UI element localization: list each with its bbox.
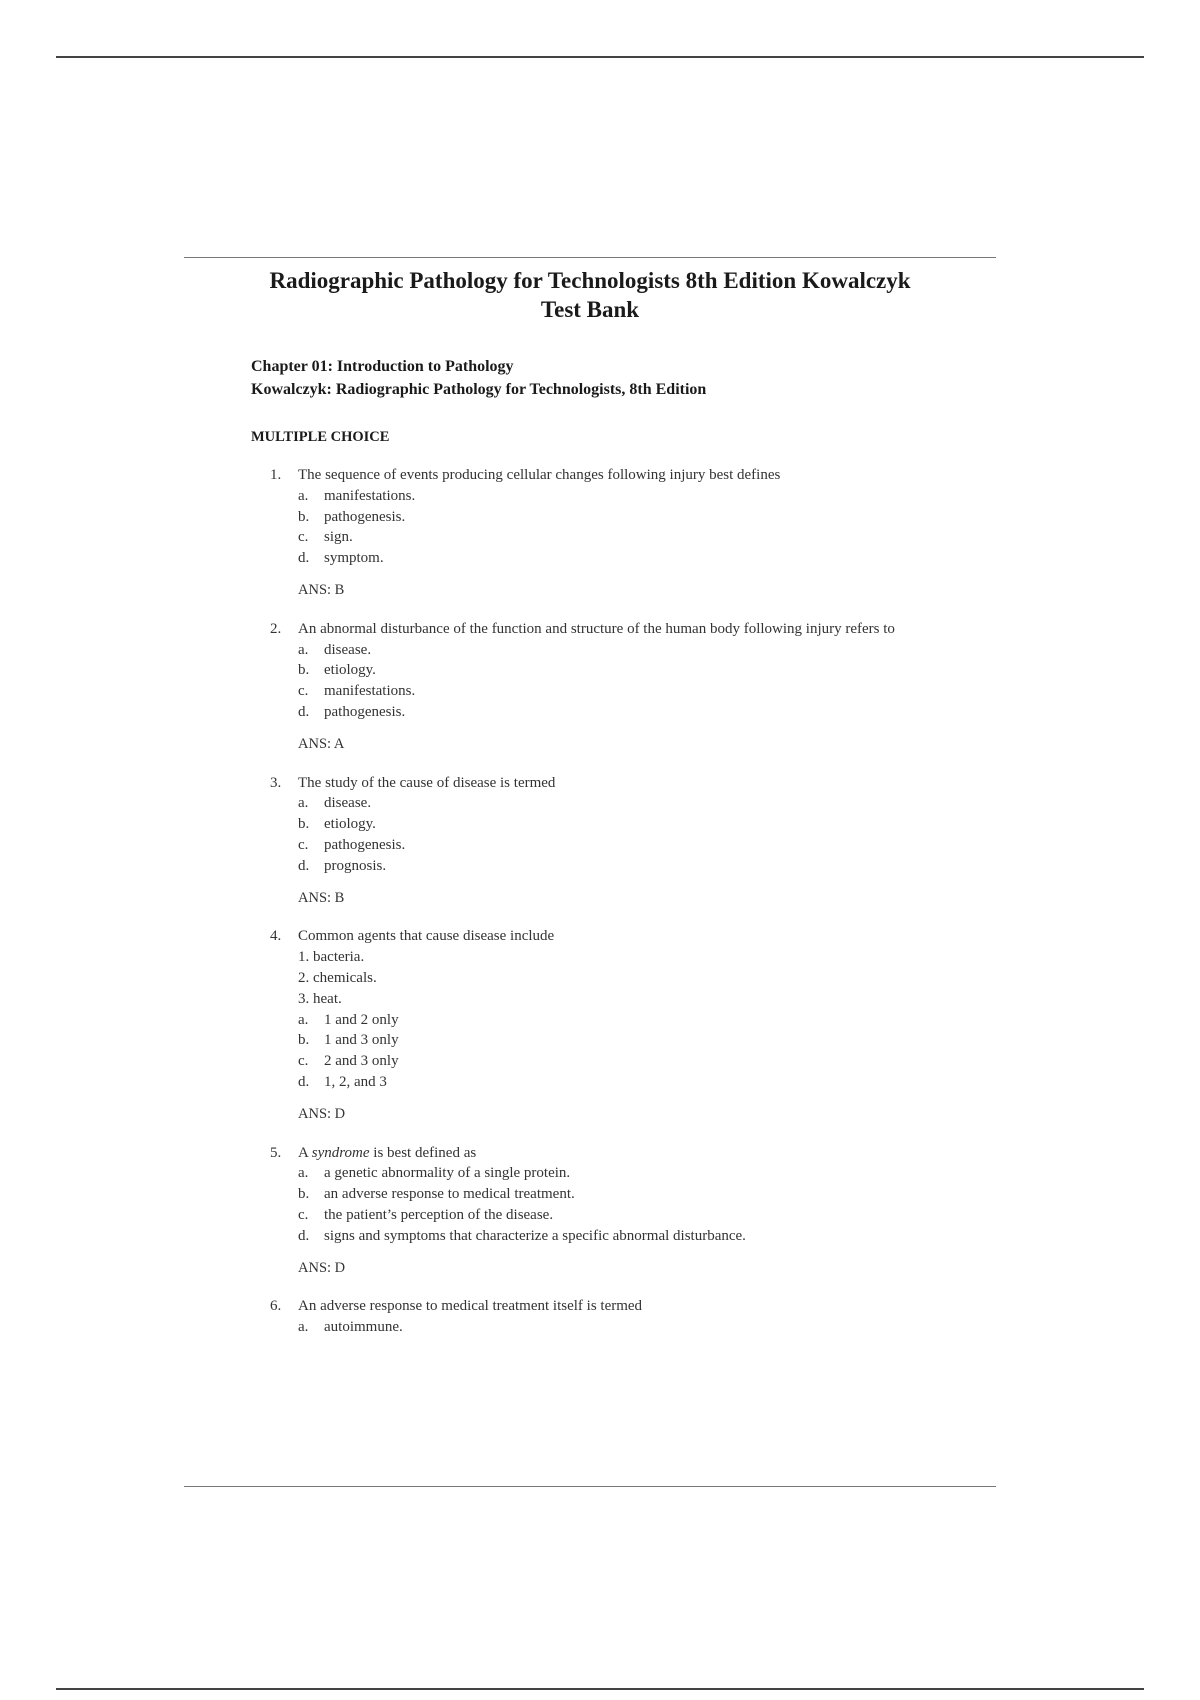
option-a: a. autoimmune. bbox=[298, 1319, 403, 1336]
option-a: a. disease. bbox=[298, 641, 372, 658]
question-stem bbox=[270, 926, 970, 947]
question-number: 1. bbox=[270, 467, 282, 483]
question-text: An adverse response to medical treatment itself is termed bbox=[298, 1298, 643, 1315]
question-stem bbox=[270, 619, 970, 640]
option-c: c. 2 and 3 only bbox=[298, 1053, 399, 1070]
question-2 bbox=[270, 619, 970, 755]
question-text: An abnormal disturbance of the function and structure of the human body following injury refers to bbox=[298, 620, 895, 637]
question-6 bbox=[270, 1296, 970, 1338]
book-reference: Kowalczyk: Radiographic Pathology for Technologists, 8th Edition bbox=[251, 381, 707, 398]
answer-key: ANS: B bbox=[298, 889, 345, 906]
option-d: d. 1, 2, and 3 bbox=[298, 1073, 387, 1090]
title-line-1: Radiographic Pathology for Technologists 8th Edition Kowalczyk bbox=[269, 268, 911, 293]
question-number: 6. bbox=[270, 1298, 282, 1315]
question-number: 2. bbox=[270, 620, 282, 637]
option-b: b. an adverse response to medical treatment. bbox=[298, 1186, 575, 1203]
question-list bbox=[270, 465, 970, 1356]
option-c: c. the patient’s perception of the disease. bbox=[298, 1206, 554, 1223]
option-a: a. 1 and 2 only bbox=[298, 1011, 399, 1028]
question-stem bbox=[270, 1143, 970, 1164]
title-line-2: Test Bank bbox=[540, 297, 640, 322]
option-b: b. pathogenesis. bbox=[298, 508, 406, 525]
option-c: c. pathogenesis. bbox=[298, 836, 406, 853]
question-number: 4. bbox=[270, 928, 282, 945]
option-d: d. pathogenesis. bbox=[298, 703, 406, 720]
question-5 bbox=[270, 1143, 970, 1279]
bottom-border-line bbox=[56, 1688, 1144, 1690]
chapter-title: Chapter 01: Introduction to Pathology bbox=[251, 358, 514, 375]
question-4 bbox=[270, 926, 970, 1124]
question-3 bbox=[270, 773, 970, 909]
answer-key: ANS: B bbox=[298, 581, 345, 598]
numbered-item: 3. heat. bbox=[298, 990, 342, 1007]
option-c: c. sign. bbox=[298, 529, 353, 546]
section-heading: MULTIPLE CHOICE bbox=[251, 429, 390, 445]
top-border-line bbox=[56, 56, 1144, 58]
page-bottom-rule bbox=[184, 1486, 996, 1487]
question-text: The sequence of events producing cellular changes following injury best defines bbox=[298, 467, 781, 483]
option-d: d. prognosis. bbox=[298, 857, 387, 874]
question-stem bbox=[270, 1296, 970, 1317]
option-a: a. manifestations. bbox=[298, 487, 416, 504]
question-text: The study of the cause of disease is termed bbox=[298, 774, 556, 791]
option-d: d. symptom. bbox=[298, 550, 384, 567]
document-title bbox=[184, 266, 996, 324]
option-b: b. 1 and 3 only bbox=[298, 1032, 399, 1049]
option-a: a. disease. bbox=[298, 795, 372, 812]
question-1 bbox=[270, 465, 970, 601]
emphasized-term: syndrome bbox=[311, 1144, 370, 1161]
question-stem bbox=[270, 773, 970, 794]
option-b: b. etiology. bbox=[298, 662, 376, 679]
question-text: Common agents that cause disease include bbox=[298, 928, 555, 945]
answer-key: ANS: A bbox=[298, 735, 345, 752]
question-stem bbox=[270, 465, 970, 486]
option-b: b. etiology. bbox=[298, 816, 376, 833]
answer-key: ANS: D bbox=[298, 1259, 346, 1276]
option-c: c. manifestations. bbox=[298, 683, 416, 700]
question-number: 5. bbox=[270, 1144, 282, 1161]
question-number: 3. bbox=[270, 774, 282, 791]
option-a: a. a genetic abnormality of a single protein. bbox=[298, 1165, 571, 1182]
answer-key: ANS: D bbox=[298, 1105, 346, 1122]
page-top-rule bbox=[184, 257, 996, 258]
option-d: d. signs and symptoms that characterize a specific abnormal disturbance. bbox=[298, 1227, 746, 1244]
chapter-heading bbox=[251, 355, 706, 401]
numbered-item: 1. bacteria. bbox=[298, 949, 365, 966]
numbered-item: 2. chemicals. bbox=[298, 969, 377, 986]
question-text: A syndrome is best defined as bbox=[298, 1144, 477, 1161]
